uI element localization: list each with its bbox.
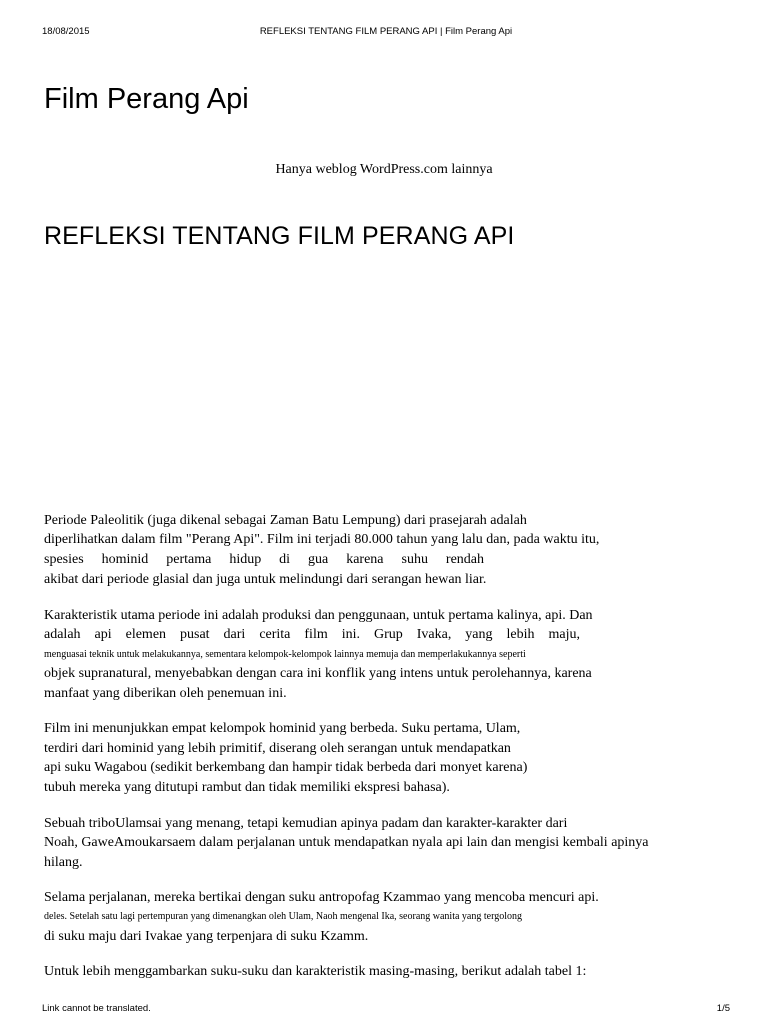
- print-footer: [42, 1003, 730, 1017]
- site-title[interactable]: Film Perang Api: [44, 83, 249, 115]
- paragraph-line: Noah, GaweAmoukarsaem dalam perjalanan untuk mendapatkan nyala api lain dan mengisi kembali apinya: [44, 835, 649, 850]
- paragraph-line: Sebuah triboUlamsai yang menang, tetapi kemudian apinya padam dan karakter-karakter dari: [44, 816, 568, 831]
- paragraph-line: diperlihatkan dalam film "Perang Api". Film ini terjadi 80.000 tahun yang lalu dan, pada waktu itu,: [44, 532, 600, 547]
- paragraph-line: spesies hominid pertama hidup di gua karena suhu rendah: [44, 552, 484, 567]
- site-tagline: Hanya weblog WordPress.com lainnya: [275, 162, 493, 177]
- paragraph-line: manfaat yang diberikan oleh penemuan ini.: [44, 686, 287, 701]
- paragraph-line: Karakteristik utama periode ini adalah produksi dan penggunaan, untuk pertama kalinya, api. Dan: [44, 608, 593, 623]
- paragraph-line: Untuk lebih menggambarkan suku-suku dan karakteristik masing-masing, berikut adalah tabel 1:: [44, 964, 587, 979]
- paragraph-line: terdiri dari hominid yang lebih primitif, diserang oleh serangan untuk mendapatkan: [44, 741, 511, 756]
- paragraph-line: tubuh mereka yang ditutupi rambut dan tidak memiliki ekspresi bahasa).: [44, 780, 450, 795]
- paragraph-line: api suku Wagabou (sedikit berkembang dan hampir tidak berbeda dari monyet karena): [44, 760, 528, 775]
- print-page-title: REFLEKSI TENTANG FILM PERANG API | Film Perang Api: [259, 26, 513, 37]
- paragraph-line: menguasai teknik untuk melakukannya, sementara kelompok-kelompok lainnya memuja dan memperlakukannya seperti: [44, 649, 526, 660]
- paragraph-line: objek supranatural, menyebabkan dengan cara ini konflik yang intens untuk perolehannya, karena: [44, 666, 592, 681]
- paragraph-line: Selama perjalanan, mereka bertikai dengan suku antropofag Kzammao yang mencoba mencuri api.: [44, 890, 599, 905]
- paragraph-line: adalah api elemen pusat dari cerita film ini. Grup Ivaka, yang lebih maju,: [44, 627, 580, 642]
- page-number: 1/5: [716, 1003, 730, 1014]
- footer-note: Link cannot be translated.: [42, 1003, 151, 1014]
- paragraph-line: deles. Setelah satu lagi pertempuran yang dimenangkan oleh Ulam, Naoh mengenal Ika, seorang wanita yang tergolong: [44, 911, 522, 922]
- paragraph-line: di suku maju dari Ivakae yang terpenjara di suku Kzamm.: [44, 929, 369, 944]
- paragraph-line: hilang.: [44, 855, 83, 870]
- print-date: 18/08/2015: [42, 26, 90, 37]
- paragraph-line: Film ini menunjukkan empat kelompok hominid yang berbeda. Suku pertama, Ulam,: [44, 721, 521, 736]
- post-title[interactable]: REFLEKSI TENTANG FILM PERANG API: [44, 222, 515, 250]
- paragraph-line: Periode Paleolitik (juga dikenal sebagai Zaman Batu Lempung) dari prasejarah adalah: [44, 513, 527, 528]
- print-header: [42, 26, 730, 40]
- paragraph-line: akibat dari periode glasial dan juga untuk melindungi dari serangan hewan liar.: [44, 572, 487, 587]
